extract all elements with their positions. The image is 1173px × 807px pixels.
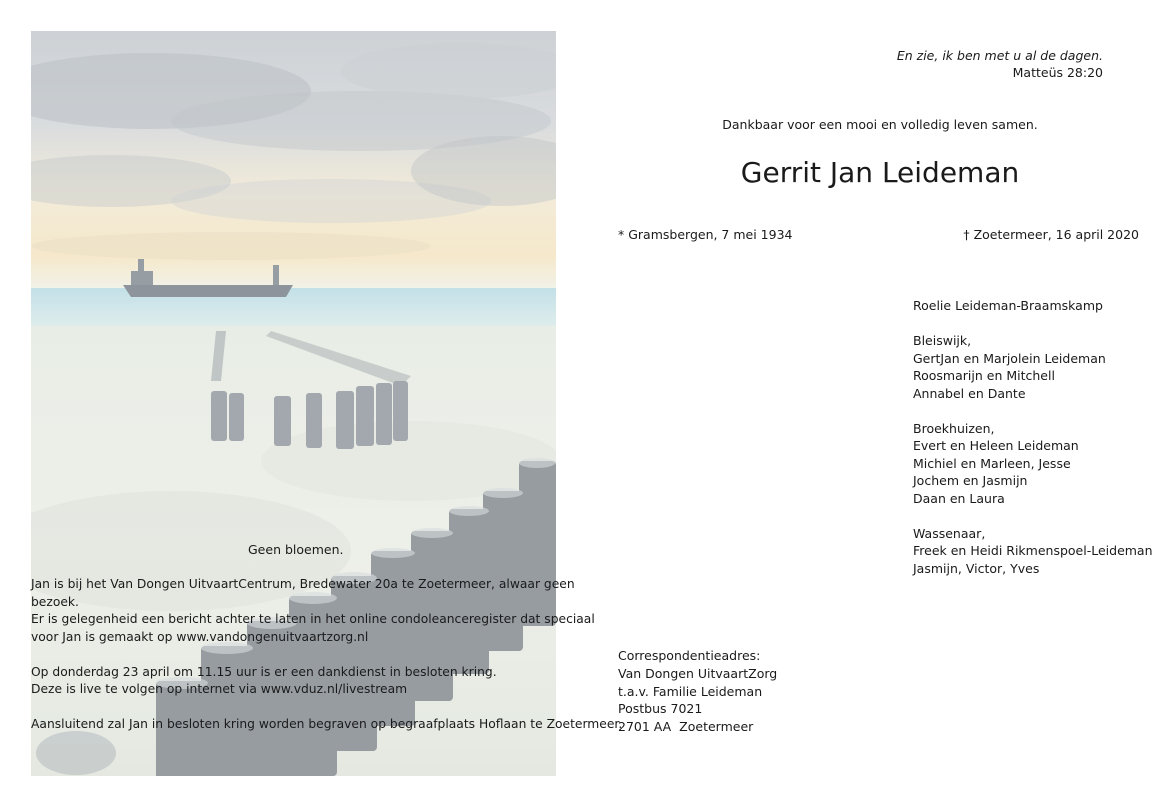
address-line: 2701 AA Zoetermeer <box>618 719 754 735</box>
family-line: Freek en Heidi Rikmenspoel-Leideman <box>913 543 1153 558</box>
bible-quote <box>897 47 1103 81</box>
death-line: † Zoetermeer, 16 april 2020 <box>963 227 1139 242</box>
address-line: Van Dongen UitvaartZorg <box>618 665 778 681</box>
family-line: Annabel en Dante <box>913 385 1026 401</box>
notice-line: Aansluitend zal Jan in besloten kring worden begraven op begraafplaats Hoflaan te Zoetermeer. <box>31 717 623 731</box>
address-line: Postbus 7021 <box>618 701 703 717</box>
address-line: t.a.v. Familie Leideman <box>618 683 763 699</box>
notice-spacer <box>31 646 556 664</box>
notice-line: Deze is live te volgen op internet via www.vduz.nl/livestream <box>31 682 408 696</box>
address-line: Correspondentieadres: <box>618 648 761 663</box>
quote-source: Matteüs 28:20 <box>1012 65 1103 80</box>
family-line: Jochem en Jasmijn <box>913 473 1028 488</box>
funeral-notice <box>31 576 623 734</box>
notice-line: voor Jan is gemaakt op www.vandongenuitvaartzorg.nl <box>31 629 369 644</box>
notice-spacer <box>31 699 556 717</box>
family-line: Bleiswijk, <box>913 333 972 348</box>
family-line: Roosmarijn en Mitchell <box>913 368 1055 383</box>
notice-line: bezoek. <box>31 594 79 609</box>
family-line: Michiel en Marleen, Jesse <box>913 455 1071 471</box>
family-line: Jasmijn, Victor, Yves <box>913 560 1040 576</box>
family-line: Broekhuizen, <box>913 420 995 436</box>
family-line: Roelie Leideman-Braamskamp <box>913 298 1103 313</box>
family-spacer <box>913 315 1153 333</box>
notice-line: Er is gelegenheid een bericht achter te laten in het online condoleanceregister dat speciaal <box>31 612 595 626</box>
notice-line: Op donderdag 23 april om 11.15 uur is er een dankdienst in besloten kring. <box>31 664 497 679</box>
family-line: GertJan en Marjolein Leideman <box>913 350 1106 366</box>
deceased-name: Gerrit Jan Leideman <box>740 156 1020 189</box>
family-line: Daan en Laura <box>913 490 1005 506</box>
no-flowers-note: Geen bloemen. <box>248 542 344 557</box>
family-spacer <box>913 507 1153 525</box>
notice-line: Jan is bij het Van Dongen UitvaartCentrum, Bredewater 20a te Zoetermeer, alwaar geen <box>31 577 575 591</box>
family-spacer <box>913 402 1153 420</box>
family-line: Evert en Heleen Leideman <box>913 438 1079 453</box>
correspondence-address <box>618 647 777 736</box>
quote-text: En zie, ik ben met u al de dagen. <box>896 48 1103 63</box>
family-list <box>913 297 1153 577</box>
gratitude-line: Dankbaar voor een mooi en volledig leven samen. <box>722 117 1038 132</box>
family-line: Wassenaar, <box>913 525 986 541</box>
birth-line: * Gramsbergen, 7 mei 1934 <box>618 227 793 242</box>
